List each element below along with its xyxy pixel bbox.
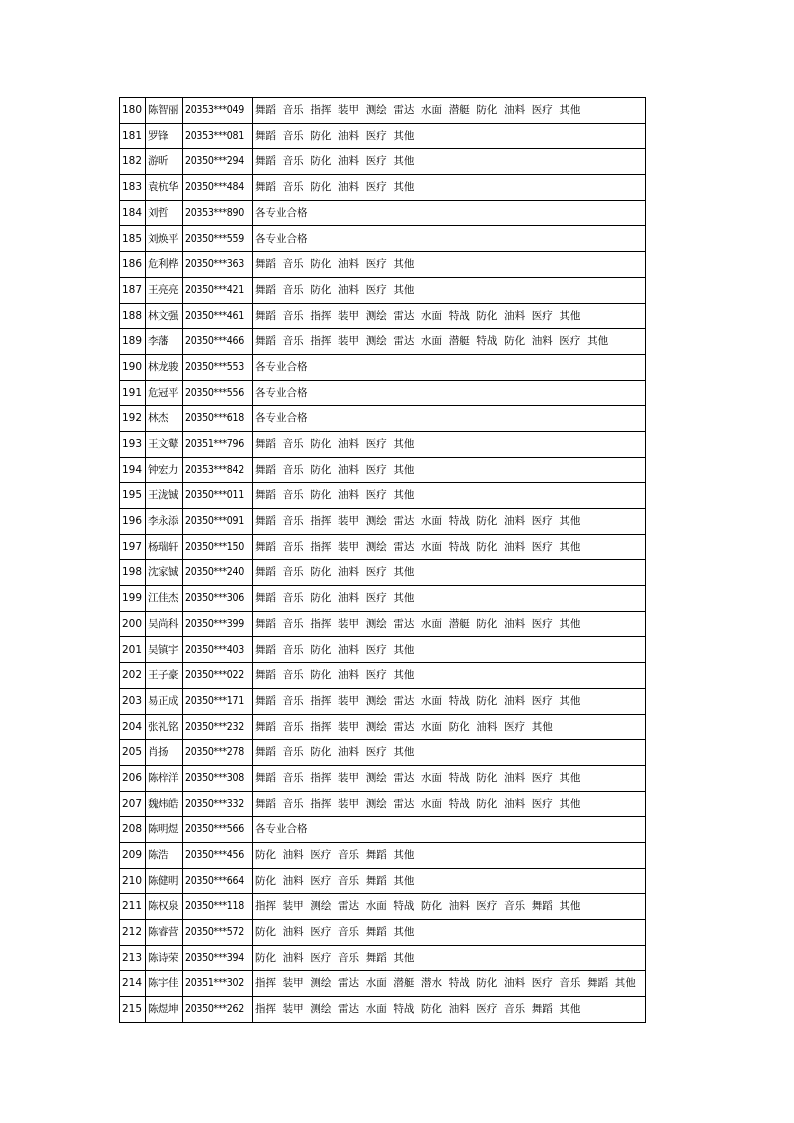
row-result: 舞蹈 音乐 防化 油料 医疗 其他 — [253, 123, 646, 149]
row-id-number: 20350***484 — [183, 175, 253, 201]
row-result: 舞蹈 音乐 指挥 装甲 测绘 雷达 水面 特战 防化 油料 医疗 其他 — [253, 534, 646, 560]
row-name: 吴镇宇 — [146, 637, 183, 663]
row-number: 208 — [120, 817, 146, 843]
table-row — [120, 329, 646, 355]
row-name: 陈睿营 — [146, 920, 183, 946]
row-number: 187 — [120, 277, 146, 303]
row-id-number: 20350***553 — [183, 354, 253, 380]
table-row — [120, 200, 646, 226]
row-id-number: 20350***294 — [183, 149, 253, 175]
row-name: 王子豪 — [146, 663, 183, 689]
table-row — [120, 431, 646, 457]
row-name: 吴尚科 — [146, 611, 183, 637]
row-result: 舞蹈 音乐 防化 油料 医疗 其他 — [253, 252, 646, 278]
row-number: 215 — [120, 997, 146, 1023]
row-id-number: 20350***240 — [183, 560, 253, 586]
table-row — [120, 920, 646, 946]
row-name: 李永添 — [146, 509, 183, 535]
row-name: 危利桦 — [146, 252, 183, 278]
row-name: 刘哲 — [146, 200, 183, 226]
row-id-number: 20350***011 — [183, 483, 253, 509]
table-row — [120, 765, 646, 791]
table-row — [120, 175, 646, 201]
row-result: 指挥 装甲 测绘 雷达 水面 特战 防化 油料 医疗 音乐 舞蹈 其他 — [253, 997, 646, 1023]
row-number: 200 — [120, 611, 146, 637]
table-row — [120, 149, 646, 175]
row-name: 张礼铭 — [146, 714, 183, 740]
row-name: 罗锋 — [146, 123, 183, 149]
row-name: 危冠平 — [146, 380, 183, 406]
row-number: 185 — [120, 226, 146, 252]
row-result: 舞蹈 音乐 防化 油料 医疗 其他 — [253, 431, 646, 457]
row-result: 防化 油料 医疗 音乐 舞蹈 其他 — [253, 945, 646, 971]
row-id-number: 20350***332 — [183, 791, 253, 817]
row-id-number: 20350***278 — [183, 740, 253, 766]
row-result: 舞蹈 音乐 防化 油料 医疗 其他 — [253, 457, 646, 483]
row-name: 林龙骏 — [146, 354, 183, 380]
row-number: 180 — [120, 98, 146, 124]
row-id-number: 20350***572 — [183, 920, 253, 946]
row-result: 指挥 装甲 测绘 雷达 水面 特战 防化 油料 医疗 音乐 舞蹈 其他 — [253, 894, 646, 920]
table-row — [120, 842, 646, 868]
row-result: 防化 油料 医疗 音乐 舞蹈 其他 — [253, 868, 646, 894]
table-row — [120, 997, 646, 1023]
table-row — [120, 894, 646, 920]
row-result: 舞蹈 音乐 指挥 装甲 测绘 雷达 水面 防化 油料 医疗 其他 — [253, 714, 646, 740]
table-row — [120, 226, 646, 252]
row-number: 192 — [120, 406, 146, 432]
row-result: 舞蹈 音乐 防化 油料 医疗 其他 — [253, 560, 646, 586]
row-number: 188 — [120, 303, 146, 329]
row-result: 舞蹈 音乐 指挥 装甲 测绘 雷达 水面 特战 防化 油料 医疗 其他 — [253, 303, 646, 329]
row-name: 陈梓洋 — [146, 765, 183, 791]
row-id-number: 20350***618 — [183, 406, 253, 432]
row-number: 191 — [120, 380, 146, 406]
table-row — [120, 483, 646, 509]
row-name: 陈明煜 — [146, 817, 183, 843]
row-id-number: 20350***306 — [183, 586, 253, 612]
table-row — [120, 791, 646, 817]
row-id-number: 20353***081 — [183, 123, 253, 149]
row-id-number: 20350***118 — [183, 894, 253, 920]
row-id-number: 20350***466 — [183, 329, 253, 355]
row-id-number: 20351***302 — [183, 971, 253, 997]
row-number: 197 — [120, 534, 146, 560]
row-id-number: 20350***232 — [183, 714, 253, 740]
table-row — [120, 945, 646, 971]
row-number: 183 — [120, 175, 146, 201]
row-name: 林杰 — [146, 406, 183, 432]
row-number: 181 — [120, 123, 146, 149]
row-number: 211 — [120, 894, 146, 920]
row-name: 魏炜皓 — [146, 791, 183, 817]
table-row — [120, 123, 646, 149]
row-name: 杨瑞轩 — [146, 534, 183, 560]
row-name: 游昕 — [146, 149, 183, 175]
row-name: 刘焕平 — [146, 226, 183, 252]
row-result: 各专业合格 — [253, 406, 646, 432]
row-name: 王泷铖 — [146, 483, 183, 509]
row-id-number: 20351***796 — [183, 431, 253, 457]
row-result: 舞蹈 音乐 防化 油料 医疗 其他 — [253, 483, 646, 509]
row-number: 204 — [120, 714, 146, 740]
row-number: 209 — [120, 842, 146, 868]
row-result: 舞蹈 音乐 防化 油料 医疗 其他 — [253, 663, 646, 689]
row-name: 袁杭华 — [146, 175, 183, 201]
table-row — [120, 457, 646, 483]
row-id-number: 20350***171 — [183, 688, 253, 714]
row-result: 舞蹈 音乐 指挥 装甲 测绘 雷达 水面 潜艇 防化 油料 医疗 其他 — [253, 611, 646, 637]
table-row — [120, 534, 646, 560]
table-row — [120, 277, 646, 303]
row-number: 182 — [120, 149, 146, 175]
row-id-number: 20350***091 — [183, 509, 253, 535]
row-name: 易正成 — [146, 688, 183, 714]
row-result: 舞蹈 音乐 指挥 装甲 测绘 雷达 水面 特战 防化 油料 医疗 其他 — [253, 765, 646, 791]
row-number: 207 — [120, 791, 146, 817]
row-id-number: 20353***049 — [183, 98, 253, 124]
row-number: 199 — [120, 586, 146, 612]
results-table — [119, 97, 646, 1023]
row-result: 防化 油料 医疗 音乐 舞蹈 其他 — [253, 842, 646, 868]
row-result: 各专业合格 — [253, 200, 646, 226]
table-row — [120, 637, 646, 663]
row-id-number: 20350***421 — [183, 277, 253, 303]
row-name: 钟宏力 — [146, 457, 183, 483]
table-row — [120, 354, 646, 380]
row-name: 江佳杰 — [146, 586, 183, 612]
row-id-number: 20350***559 — [183, 226, 253, 252]
row-result: 舞蹈 音乐 防化 油料 医疗 其他 — [253, 175, 646, 201]
table-row — [120, 688, 646, 714]
row-result: 各专业合格 — [253, 354, 646, 380]
row-result: 舞蹈 音乐 防化 油料 医疗 其他 — [253, 637, 646, 663]
row-name: 肖扬 — [146, 740, 183, 766]
row-result: 舞蹈 音乐 指挥 装甲 测绘 雷达 水面 特战 防化 油料 医疗 其他 — [253, 791, 646, 817]
row-result: 舞蹈 音乐 指挥 装甲 测绘 雷达 水面 潜艇 防化 油料 医疗 其他 — [253, 98, 646, 124]
table-row — [120, 714, 646, 740]
table-row — [120, 380, 646, 406]
row-result: 指挥 装甲 测绘 雷达 水面 潜艇 潜水 特战 防化 油料 医疗 音乐 舞蹈 其他 — [253, 971, 646, 997]
table-row — [120, 971, 646, 997]
row-result: 舞蹈 音乐 防化 油料 医疗 其他 — [253, 149, 646, 175]
table-row — [120, 252, 646, 278]
row-number: 195 — [120, 483, 146, 509]
row-id-number: 20350***556 — [183, 380, 253, 406]
row-number: 212 — [120, 920, 146, 946]
row-name: 李藩 — [146, 329, 183, 355]
row-id-number: 20350***403 — [183, 637, 253, 663]
table-row — [120, 868, 646, 894]
row-name: 陈煜坤 — [146, 997, 183, 1023]
row-name: 陈权泉 — [146, 894, 183, 920]
row-name: 陈健明 — [146, 868, 183, 894]
row-id-number: 20350***394 — [183, 945, 253, 971]
row-number: 214 — [120, 971, 146, 997]
row-number: 190 — [120, 354, 146, 380]
row-result: 舞蹈 音乐 防化 油料 医疗 其他 — [253, 586, 646, 612]
row-name: 沈家铖 — [146, 560, 183, 586]
row-id-number: 20353***890 — [183, 200, 253, 226]
row-name: 王文鼙 — [146, 431, 183, 457]
row-id-number: 20350***664 — [183, 868, 253, 894]
row-result: 舞蹈 音乐 防化 油料 医疗 其他 — [253, 740, 646, 766]
row-id-number: 20350***363 — [183, 252, 253, 278]
row-result: 防化 油料 医疗 音乐 舞蹈 其他 — [253, 920, 646, 946]
row-id-number: 20350***566 — [183, 817, 253, 843]
row-number: 186 — [120, 252, 146, 278]
row-name: 陈宇佳 — [146, 971, 183, 997]
row-result: 舞蹈 音乐 指挥 装甲 测绘 雷达 水面 特战 防化 油料 医疗 其他 — [253, 509, 646, 535]
row-number: 196 — [120, 509, 146, 535]
row-number: 184 — [120, 200, 146, 226]
table-row — [120, 303, 646, 329]
row-name: 陈智丽 — [146, 98, 183, 124]
row-number: 203 — [120, 688, 146, 714]
row-id-number: 20350***308 — [183, 765, 253, 791]
row-result: 各专业合格 — [253, 226, 646, 252]
row-name: 陈浩 — [146, 842, 183, 868]
table-row — [120, 611, 646, 637]
row-result: 舞蹈 音乐 指挥 装甲 测绘 雷达 水面 潜艇 特战 防化 油料 医疗 其他 — [253, 329, 646, 355]
row-name: 王亮亮 — [146, 277, 183, 303]
table-row — [120, 740, 646, 766]
row-number: 201 — [120, 637, 146, 663]
row-name: 陈诗荣 — [146, 945, 183, 971]
row-name: 林文强 — [146, 303, 183, 329]
table-row — [120, 406, 646, 432]
row-number: 206 — [120, 765, 146, 791]
table-row — [120, 586, 646, 612]
row-id-number: 20350***399 — [183, 611, 253, 637]
table-row — [120, 98, 646, 124]
table-row — [120, 817, 646, 843]
results-table-body — [120, 98, 646, 1023]
row-number: 194 — [120, 457, 146, 483]
row-number: 202 — [120, 663, 146, 689]
row-id-number: 20353***842 — [183, 457, 253, 483]
table-row — [120, 663, 646, 689]
row-result: 各专业合格 — [253, 817, 646, 843]
row-id-number: 20350***150 — [183, 534, 253, 560]
row-number: 189 — [120, 329, 146, 355]
row-number: 193 — [120, 431, 146, 457]
row-number: 198 — [120, 560, 146, 586]
row-id-number: 20350***022 — [183, 663, 253, 689]
row-number: 213 — [120, 945, 146, 971]
row-number: 210 — [120, 868, 146, 894]
row-id-number: 20350***461 — [183, 303, 253, 329]
table-row — [120, 509, 646, 535]
table-row — [120, 560, 646, 586]
row-number: 205 — [120, 740, 146, 766]
row-result: 各专业合格 — [253, 380, 646, 406]
row-id-number: 20350***262 — [183, 997, 253, 1023]
row-result: 舞蹈 音乐 指挥 装甲 测绘 雷达 水面 特战 防化 油料 医疗 其他 — [253, 688, 646, 714]
row-result: 舞蹈 音乐 防化 油料 医疗 其他 — [253, 277, 646, 303]
row-id-number: 20350***456 — [183, 842, 253, 868]
